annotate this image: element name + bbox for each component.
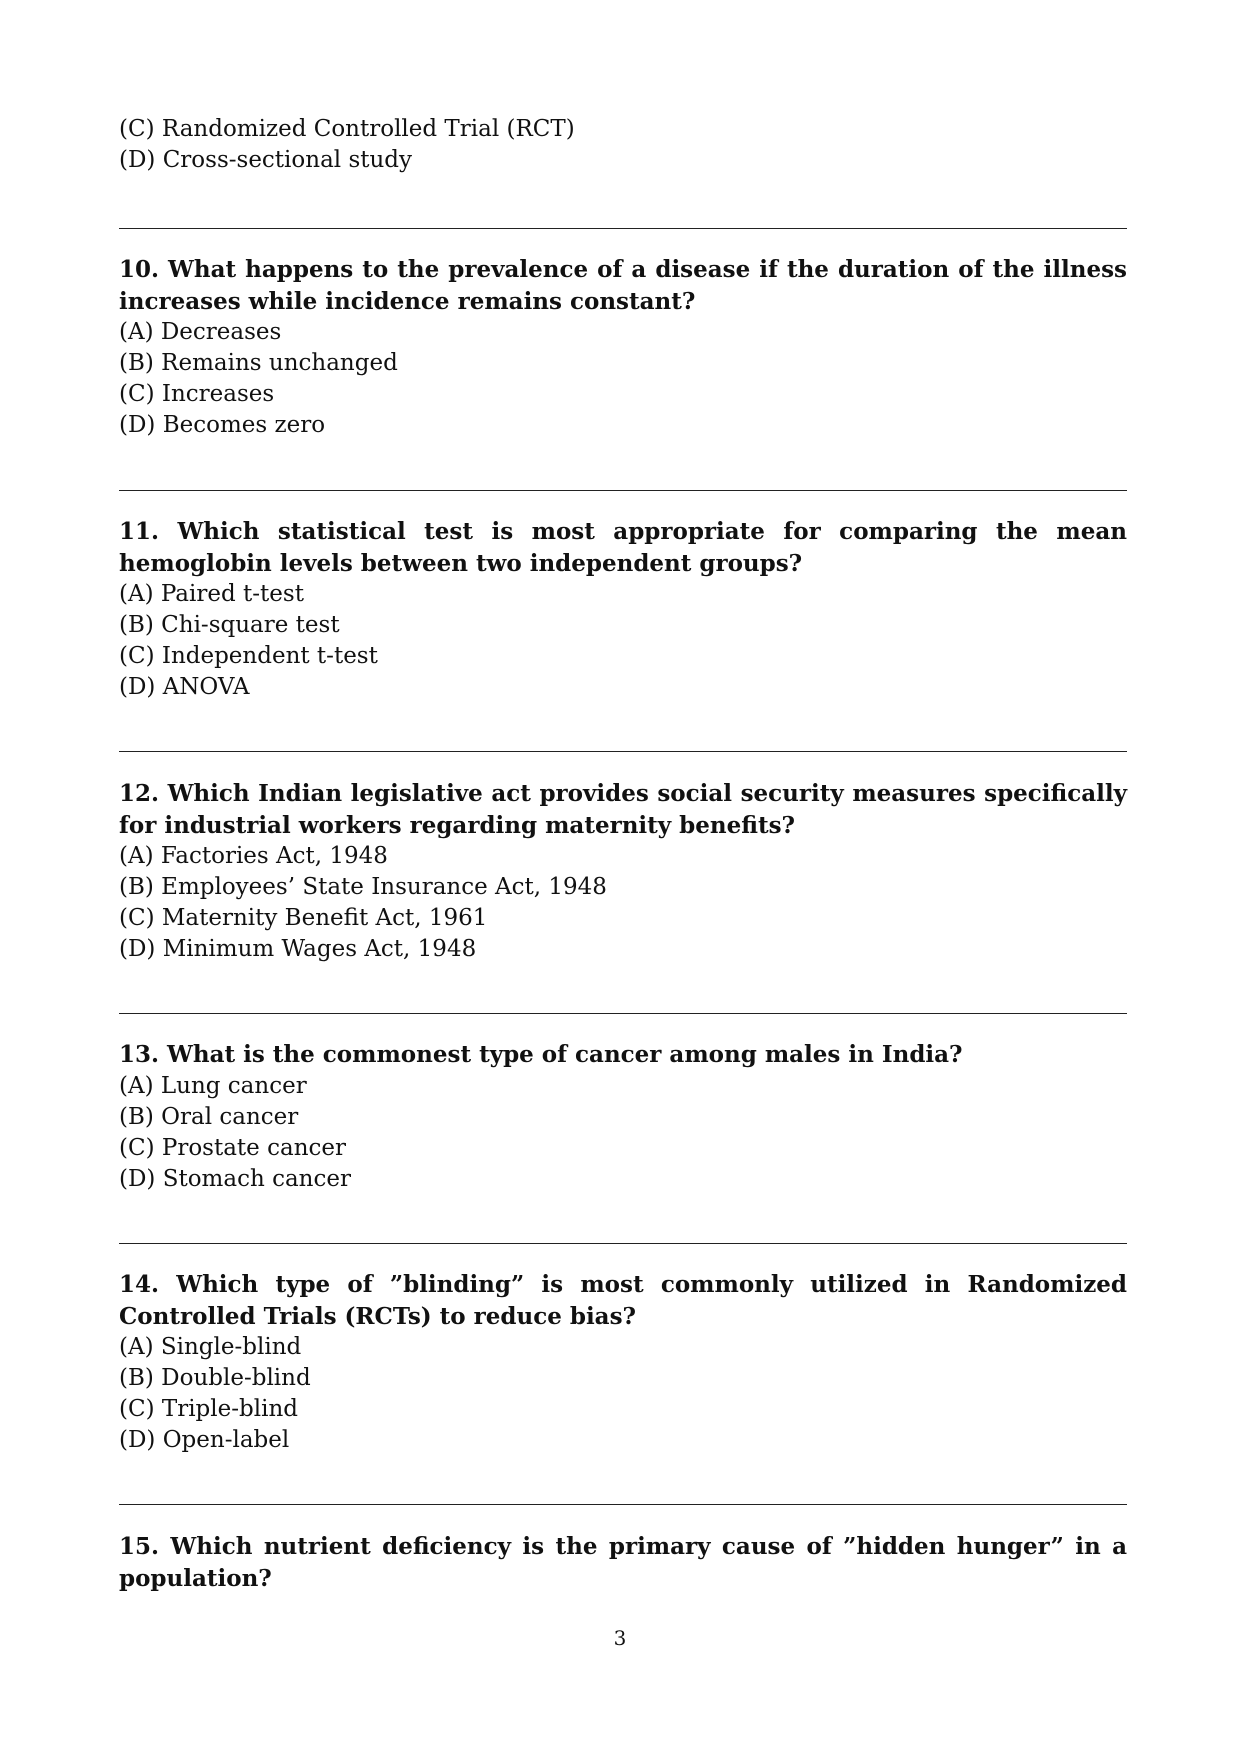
option: (C) Prostate cancer (119, 1134, 346, 1161)
option: (D) Minimum Wages Act, 1948 (119, 936, 477, 962)
option: (D) Cross-sectional study (119, 147, 413, 173)
question-10 (119, 254, 1127, 441)
divider (119, 751, 1127, 752)
question-text: 10. What happens to the prevalence of a disease if the duration of the illness increases while incidence remains constant? (119, 256, 1127, 315)
option: (B) Employees’ State Insurance Act, 1948 (119, 874, 607, 900)
option: (D) Becomes zero (119, 412, 326, 438)
option: (A) Lung cancer (119, 1072, 307, 1099)
option: (B) Oral cancer (119, 1103, 299, 1130)
option: (A) Single-blind (119, 1334, 302, 1360)
option: (A) Paired t-test (119, 581, 304, 607)
question-11 (119, 516, 1127, 703)
option: (C) Increases (119, 381, 275, 407)
option: (C) Independent t-test (119, 643, 378, 669)
option: (A) Decreases (119, 319, 282, 345)
question-text: 13. What is the commonest type of cancer among males in India? (119, 1041, 963, 1068)
question-text: 11. Which statistical test is most appropriate for comparing the mean hemoglobin levels between two independent groups? (119, 518, 1127, 577)
option: (C) Maternity Benefit Act, 1961 (119, 905, 488, 931)
option: (C) Triple-blind (119, 1396, 298, 1422)
question-13 (119, 1039, 1127, 1195)
option: (D) Stomach cancer (119, 1165, 351, 1192)
option: (C) Randomized Controlled Trial (RCT) (119, 116, 575, 142)
divider (119, 490, 1127, 491)
question-14 (119, 1269, 1127, 1456)
question-text: 12. Which Indian legislative act provides social security measures specifically for industrial workers regarding maternity benefits? (119, 780, 1127, 839)
page-number: 3 (613, 1626, 627, 1650)
option: (D) Open-label (119, 1427, 290, 1453)
question-text: 15. Which nutrient deficiency is the primary cause of ”hidden hunger” in a population? (119, 1533, 1127, 1592)
option: (B) Double-blind (119, 1365, 311, 1391)
divider (119, 1013, 1127, 1014)
option: (B) Remains unchanged (119, 350, 398, 376)
question-12 (119, 778, 1127, 965)
carryover-options (119, 114, 1127, 176)
divider (119, 228, 1127, 229)
question-15 (119, 1531, 1127, 1594)
divider (119, 1243, 1127, 1244)
option: (D) ANOVA (119, 674, 250, 700)
question-text: 14. Which type of ”blinding” is most commonly utilized in Randomized Controlled Trials (RCTs) to reduce bias? (119, 1271, 1127, 1330)
divider (119, 1504, 1127, 1505)
option: (A) Factories Act, 1948 (119, 843, 388, 869)
option: (B) Chi-square test (119, 612, 340, 638)
